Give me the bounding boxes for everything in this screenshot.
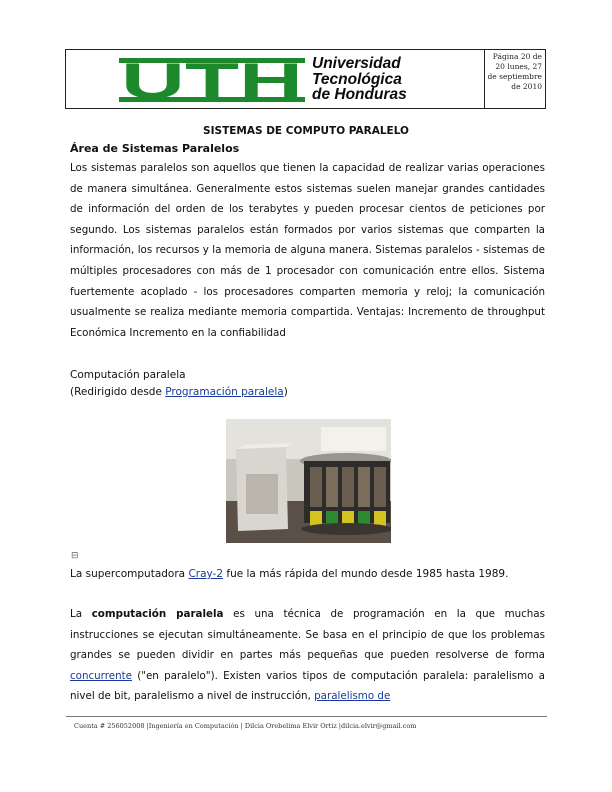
- cray-2-photo: [226, 419, 391, 543]
- page-header: [65, 49, 546, 109]
- redirect-prefix: (Redirigido desde: [70, 386, 166, 398]
- section-title: Área de Sistemas Paralelos: [70, 142, 240, 155]
- header-divider: [484, 50, 485, 108]
- p2-text-2: es una técnica de programación en la que muchas instrucciones se ejecutan simultáneamente. Se basa en el principio de que los problemas grandes se pueden dividir en partes más pequeñas que pueden resolverse de forma: [70, 608, 545, 662]
- university-name: [312, 56, 407, 103]
- paragraph-parallel-computing: [70, 604, 545, 707]
- p2-text-1: La: [70, 608, 92, 620]
- link-paralelismo-de[interactable]: paralelismo de: [314, 690, 391, 703]
- caption-suffix: fue la más rápida del mundo desde 1985 hasta 1989.: [223, 568, 509, 580]
- document-title: SISTEMAS DE COMPUTO PARALELO: [203, 125, 409, 137]
- university-line-1: Universidad: [312, 55, 401, 72]
- image-caption: [70, 568, 508, 580]
- link-cray-2[interactable]: Cray-2: [188, 568, 224, 580]
- caption-prefix: La supercomputadora: [70, 568, 189, 580]
- p2-bold-term: computación paralela: [91, 608, 224, 620]
- page-info: Página 20 de 20 lunes, 27 de septiembre de 2010: [487, 52, 542, 91]
- p2-text-3: ("en paralelo"). Existen varios tipos de computación paralela: paralelismo a nivel de bit, paralelismo a nivel de instrucción,: [70, 669, 545, 703]
- university-line-3: de Honduras: [312, 86, 407, 103]
- redirect-note: [70, 385, 288, 400]
- enlarge-icon[interactable]: ⊟: [71, 551, 79, 561]
- uth-logo: [119, 57, 305, 103]
- university-line-2: Tecnológica: [312, 70, 402, 88]
- logo-letters: UTH: [121, 57, 303, 103]
- footer-rule: [66, 716, 547, 717]
- paragraph-parallel-systems: Los sistemas paralelos son aquellos que tienen la capacidad de realizar varias operaciones de manera simultánea. Generalmente estos sistemas suelen manejar grandes cantidades de información del orden de los terabytes y pueden procesar cientos de peticiones por segundo. Los sistemas paralelos están formados por varios sistemas que comparten la información, los recursos y la memoria de alguna manera. Sistemas paralelos - sistemas de múltiples procesadores con más de 1 procesador con comunicación entre ellos. Sistema fuertemente acoplado - los procesadores comparten memoria y reloj; la comunicación usualmente se realiza mediante memoria compartida. Ventajas: Incremento de throughput Económica Incremento en la confiabilidad: [70, 162, 545, 339]
- redirect-suffix: ): [283, 386, 288, 398]
- link-programacion-paralela[interactable]: Programación paralela: [165, 386, 284, 398]
- link-concurrente[interactable]: concurrente: [70, 669, 132, 682]
- page-footer: Cuenta # 256052008 |Ingeniería en Computación | Dilcia Orebelima Elvir Ortiz |dilcia.elvir@gmail.com: [74, 722, 417, 730]
- wiki-heading: Computación paralela: [70, 369, 186, 381]
